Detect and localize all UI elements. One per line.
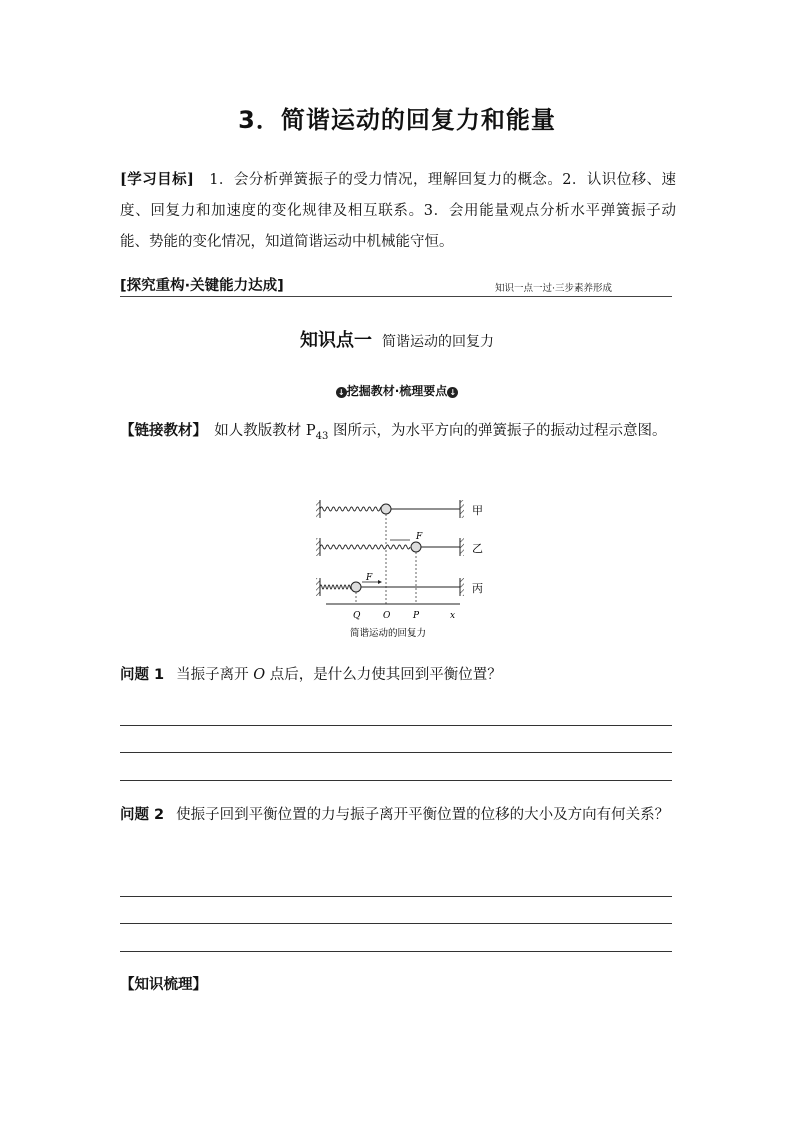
answer-line[interactable]	[120, 752, 672, 753]
learning-goals	[120, 164, 676, 258]
question-1-label: 问题 1	[120, 667, 165, 683]
question-1-text-before: 当振子离开	[176, 667, 254, 683]
left-wall	[316, 500, 320, 518]
arrow-down-icon: ↓	[336, 387, 347, 398]
knowledge-summary-heading	[120, 970, 676, 1001]
axis-label-q: Q	[353, 611, 361, 621]
section-bar-title: [探究重构·关键能力达成]	[120, 278, 284, 294]
axis-label-o: O	[383, 611, 391, 621]
answer-line[interactable]	[120, 951, 672, 952]
right-wall	[460, 578, 464, 596]
link-textbook-paragraph	[120, 416, 676, 452]
link-textbook-page-sub: 43	[315, 430, 329, 442]
question-1-point: O	[253, 667, 266, 683]
section-bar	[120, 274, 672, 297]
oscillator-ball	[381, 504, 391, 514]
answer-line[interactable]	[120, 896, 672, 897]
oscillator-ball	[351, 582, 361, 592]
learning-goals-tag: [学习目标]	[120, 171, 194, 188]
dig-textbook-text: 挖掘教材·梳理要点	[346, 384, 448, 398]
right-wall	[460, 538, 464, 556]
row-label-yi: 乙	[472, 542, 483, 555]
oscillator-row-jia	[316, 500, 483, 518]
spring-oscillator-figure	[310, 494, 510, 644]
axis-label-x: x	[450, 611, 456, 621]
oscillator-row-bing	[316, 573, 483, 596]
spring	[320, 507, 386, 511]
link-textbook-label: 【链接教材】	[120, 423, 200, 439]
knowledge-summary-label: 【知识梳理】	[120, 977, 207, 993]
question-2-text: 使振子回到平衡位置的力与振子离开平衡位置的位移的大小及方向有何关系？	[176, 807, 670, 823]
left-wall	[316, 538, 320, 556]
link-textbook-text-before: 如人教版教材 P	[199, 423, 316, 439]
knowledge-point-number: 知识点一	[300, 330, 372, 351]
force-label: F	[416, 532, 423, 542]
question-2-label: 问题 2	[120, 807, 165, 823]
link-textbook-text-after: 图所示，为水平方向的弹簧振子的振动过程示意图。	[328, 423, 667, 439]
answer-line[interactable]	[120, 923, 672, 924]
oscillator-ball	[411, 542, 421, 552]
axis-label-p: P	[413, 611, 420, 621]
row-label-jia: 甲	[472, 504, 483, 517]
oscillator-row-yi	[316, 532, 483, 556]
section-bar-subtitle: 知识一点一过·三步素养形成	[494, 283, 612, 294]
arrow-down-icon: ↓	[447, 387, 458, 398]
figure-caption: 简谐运动的回复力	[349, 628, 427, 639]
question-1	[120, 660, 676, 691]
right-wall	[460, 500, 464, 518]
spring	[320, 545, 410, 549]
answer-line[interactable]	[120, 780, 672, 781]
knowledge-point-heading	[0, 326, 794, 352]
left-wall	[316, 578, 320, 596]
answer-line[interactable]	[120, 725, 672, 726]
dig-textbook-banner	[0, 382, 794, 399]
spring	[320, 585, 352, 589]
knowledge-point-name: 简谐运动的回复力	[382, 334, 494, 350]
page-title: 3．简谐运动的回复力和能量	[238, 106, 556, 134]
question-1-text-after: 点后，是什么力使其回到平衡位置？	[265, 667, 502, 683]
learning-goals-text: 1．会分析弹簧振子的受力情况，理解回复力的概念。2．认识位移、速度、回复力和加速度的变化规律及相互联系。3．会用能量观点分析水平弹簧振子动能、势能的变化情况，知道简谐运动中机械能守恒。	[120, 172, 676, 250]
force-label: F	[366, 573, 373, 583]
question-2	[120, 800, 676, 831]
row-label-bing: 丙	[472, 582, 483, 595]
